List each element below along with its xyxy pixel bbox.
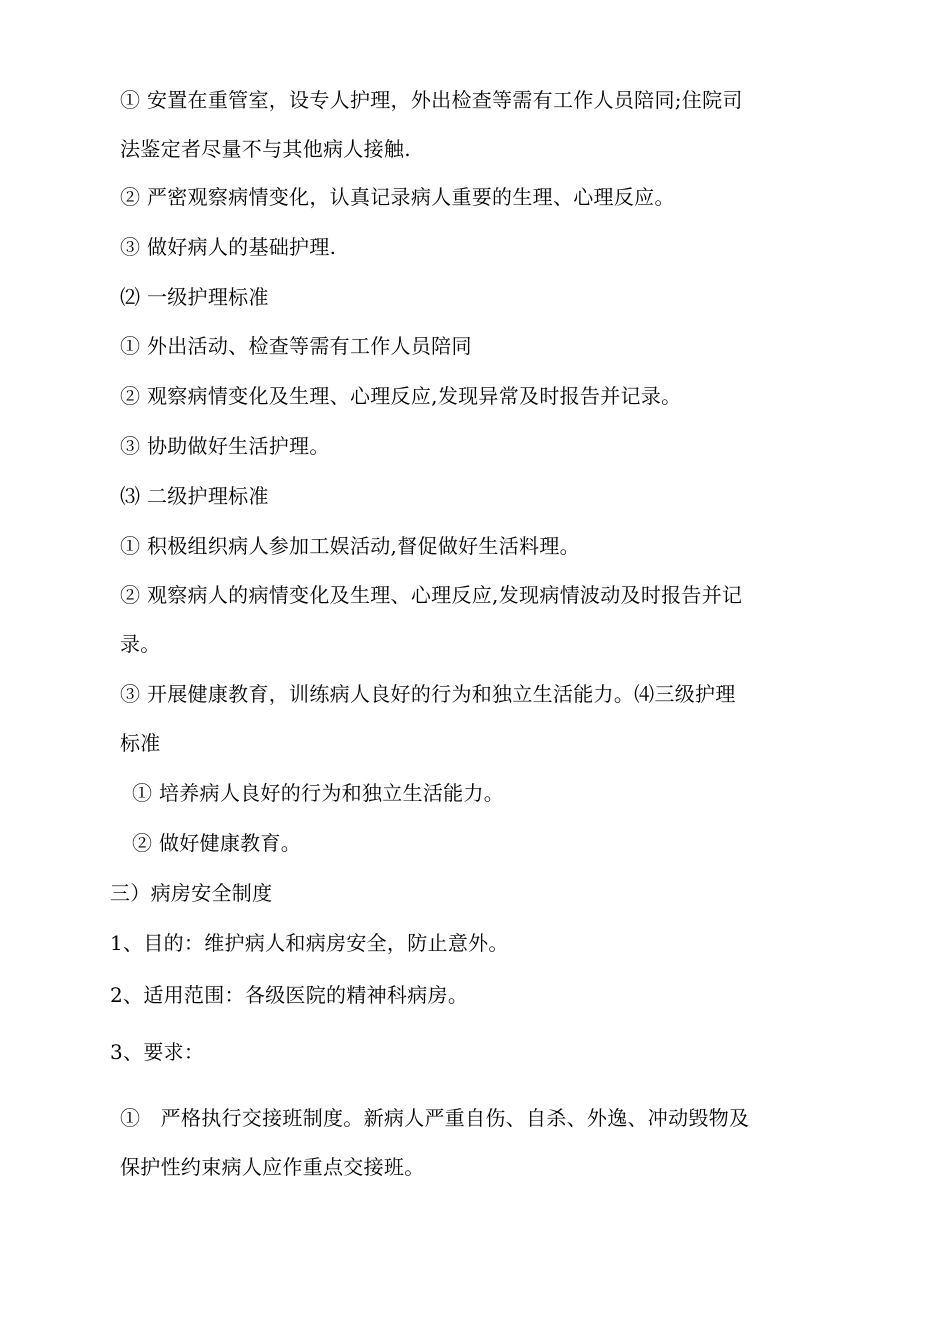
text-line: ② 做好健康教育。 <box>132 831 302 855</box>
text-line: ③ 开展健康教育，训练病人良好的行为和独立生活能力。⑷三级护理 <box>120 682 736 706</box>
text-line: ② 严密观察病情变化，认真记录病人重要的生理、心理反应。 <box>120 185 675 209</box>
section-heading: 标准 <box>120 731 161 755</box>
text-line: 录。 <box>120 632 161 656</box>
text-line: 法鉴定者尽量不与其他病人接触. <box>120 137 411 161</box>
text-line: ① 安置在重管室，设专人护理，外出检查等需有工作人员陪同;住院司 <box>120 88 743 112</box>
text-line: ③ 协助做好生活护理。 <box>120 434 330 458</box>
section-heading: ⑶ 二级护理标准 <box>120 484 269 508</box>
text-line: ① 积极组织病人参加工娱活动,督促做好生活料理。 <box>120 534 580 558</box>
text-line: ③ 做好病人的基础护理. <box>120 235 337 259</box>
text-line: ② 观察病人的病情变化及生理、心理反应,发现病情波动及时报告并记 <box>120 583 743 607</box>
text-line: 保护性约束病人应作重点交接班。 <box>120 1155 425 1179</box>
text-line: ② 观察病情变化及生理、心理反应,发现异常及时报告并记录。 <box>120 384 682 408</box>
text-line: ① 培养病人良好的行为和独立生活能力。 <box>132 781 505 805</box>
text-line: ① 严格执行交接班制度。新病人严重自伤、自杀、外逸、冲动毁物及 <box>120 1106 750 1130</box>
text-line: ① 外出活动、检查等需有工作人员陪同 <box>120 334 472 358</box>
section-heading: 三）病房安全制度 <box>110 881 273 905</box>
text-line: 2、适用范围：各级医院的精神科病房。 <box>110 983 469 1007</box>
section-heading: ⑵ 一级护理标准 <box>120 285 269 309</box>
text-line: 3、要求： <box>110 1040 205 1064</box>
text-line: 1、目的：维护病人和病房安全，防止意外。 <box>110 931 509 955</box>
